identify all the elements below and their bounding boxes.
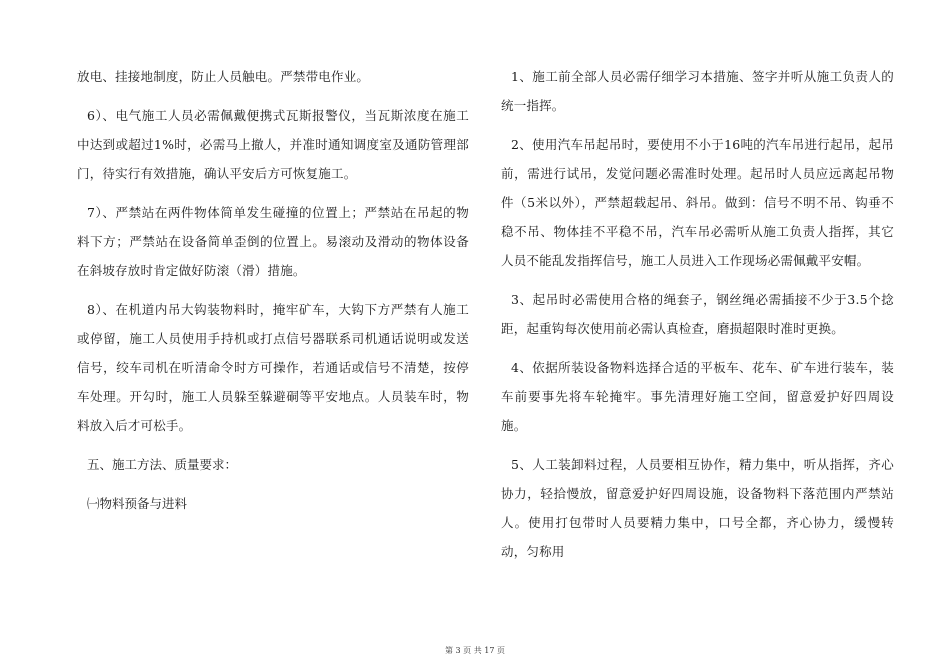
paragraph-continuation: 放电、挂接地制度，防止人员触电。严禁带电作业。 — [77, 69, 370, 84]
left-column — [77, 62, 469, 528]
paragraph-item-3: 3、起吊时必需使用合格的绳套子，钢丝绳必需插接不少于3.5个捻距，起重钩每次使用前必需认真检查，磨损超限时准时更换。 — [501, 292, 894, 336]
paragraph-item-1: 1、施工前全部人员必需仔细学习本措施、签字并听从施工负责人的统一指挥。 — [501, 69, 894, 113]
paragraph-item-6: 6）、电气施工人员必需佩戴便携式瓦斯报警仪，当瓦斯浓度在施工中达到或超过1%时，必需马上撤人，并准时通知调度室及通防管理部门，待实行有效措施，确认平安后方可恢复施工。 — [77, 108, 469, 181]
paragraph-item-7: 7）、严禁站在两件物体简单发生碰撞的位置上；严禁站在吊起的物料下方；严禁站在设备简单歪倒的位置上。易滚动及滑动的物体设备在斜坡存放时肯定做好防滚（滑）措施。 — [77, 205, 469, 278]
paragraph-item-8: 8）、在机道内吊大钩装物料时，掩牢矿车，大钩下方严禁有人施工或停留，施工人员使用手持机或打点信号器联系司机通话说明或发送信号，绞车司机在听清命令时方可操作，若通话或信号不清楚，按停车处理。开勾时，施工人员躲至躲避硐等平安地点。人员装车时，物料放入后才可松手。 — [77, 302, 469, 433]
paragraph-item-2: 2、使用汽车吊起吊时，要使用不小于16吨的汽车吊进行起吊，起吊前，需进行试吊，发觉问题必需准时处理。起吊时人员应远离起吊物件（5米以外），严禁超载起吊、斜吊。做到：信号不明不吊、钩垂不稳不吊、物体挂不平稳不吊，汽车吊必需听从施工负责人指挥，其它人员不能乱发指挥信号，施工人员进入工作现场必需佩戴平安帽。 — [501, 137, 894, 268]
right-column — [501, 62, 894, 576]
sub-heading: ㈠物料预备与进料 — [87, 496, 188, 511]
paragraph-item-4: 4、依据所装设备物料选择合适的平板车、花车、矿车进行装车，装车前要事先将车轮掩牢。事先清理好施工空间，留意爱护好四周设施。 — [501, 360, 894, 433]
page-number-footer: 第 3 页 共 17 页 — [445, 646, 505, 655]
section-heading: 五、施工方法、质量要求： — [87, 457, 238, 472]
paragraph-item-5: 5、人工装卸料过程，人员要相互协作，精力集中，听从指挥，齐心协力，轻拾慢放，留意爱护好四周设施，设备物料下落范围内严禁站人。使用打包带时人员要精力集中，口号全都，齐心协力，缓慢转动，匀称用 — [501, 457, 894, 559]
